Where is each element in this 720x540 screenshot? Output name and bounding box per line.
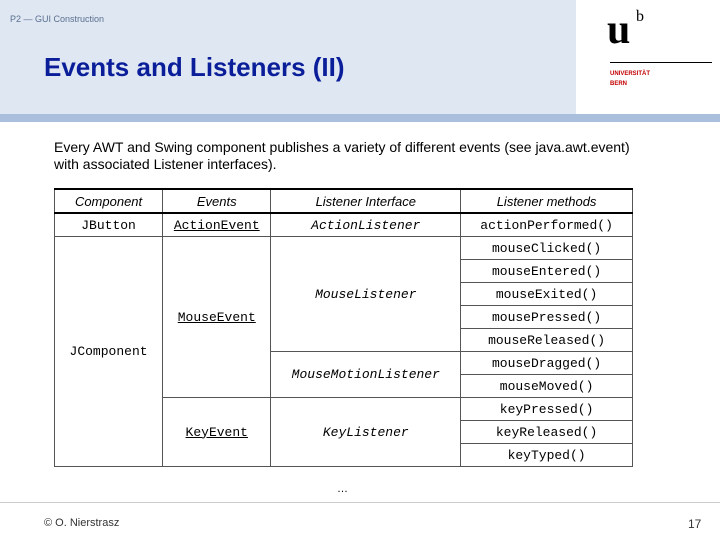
university-logo-sup: b <box>636 8 644 25</box>
cell-mouse-motion-listener: MouseMotionListener <box>271 352 461 398</box>
page-number: 17 <box>688 517 702 531</box>
header-listener-methods: Listener methods <box>461 189 633 213</box>
table-header-row <box>55 189 633 213</box>
table-row <box>55 213 633 237</box>
slide-title: Events and Listeners (II) <box>44 52 345 82</box>
course-label: P2 — GUI Construction <box>10 14 105 24</box>
logo-area <box>576 0 720 114</box>
footer-divider <box>0 502 720 503</box>
table-row <box>55 237 633 260</box>
more-indicator: … <box>337 483 348 495</box>
events-table <box>54 188 633 467</box>
university-logo-icon: u <box>607 7 631 53</box>
header-events: Events <box>163 189 271 213</box>
footer-author: © O. Nierstrasz <box>44 517 120 529</box>
cell-action-event: ActionEvent <box>163 213 271 237</box>
cell-key-listener: KeyListener <box>271 398 461 467</box>
cell-mouse-event: MouseEvent <box>163 237 271 398</box>
cell-key-typed: keyTyped() <box>461 444 633 467</box>
cell-action-performed: actionPerformed() <box>461 213 633 237</box>
cell-mouse-clicked: mouseClicked() <box>461 237 633 260</box>
cell-mouse-released: mouseReleased() <box>461 329 633 352</box>
logo-divider <box>610 62 712 63</box>
cell-key-event: KeyEvent <box>163 398 271 467</box>
cell-mouse-dragged: mouseDragged() <box>461 352 633 375</box>
cell-mouse-moved: mouseMoved() <box>461 375 633 398</box>
cell-key-pressed: keyPressed() <box>461 398 633 421</box>
logo-text-university: UNIVERSITÄT <box>610 71 651 77</box>
cell-action-listener: ActionListener <box>271 213 461 237</box>
intro-text: Every AWT and Swing component publishes a variety of different events (see java.awt.event) with associated Listener interfaces). <box>54 139 630 172</box>
cell-jbutton: JButton <box>55 213 163 237</box>
cell-mouse-listener: MouseListener <box>271 237 461 352</box>
cell-mouse-pressed: mousePressed() <box>461 306 633 329</box>
header-rule <box>0 114 720 122</box>
logo-text-bern: BERN <box>610 81 628 87</box>
cell-mouse-entered: mouseEntered() <box>461 260 633 283</box>
header-component: Component <box>55 189 163 213</box>
header-listener-interface: Listener Interface <box>271 189 461 213</box>
cell-jcomponent: JComponent <box>55 237 163 467</box>
cell-key-released: keyReleased() <box>461 421 633 444</box>
cell-mouse-exited: mouseExited() <box>461 283 633 306</box>
